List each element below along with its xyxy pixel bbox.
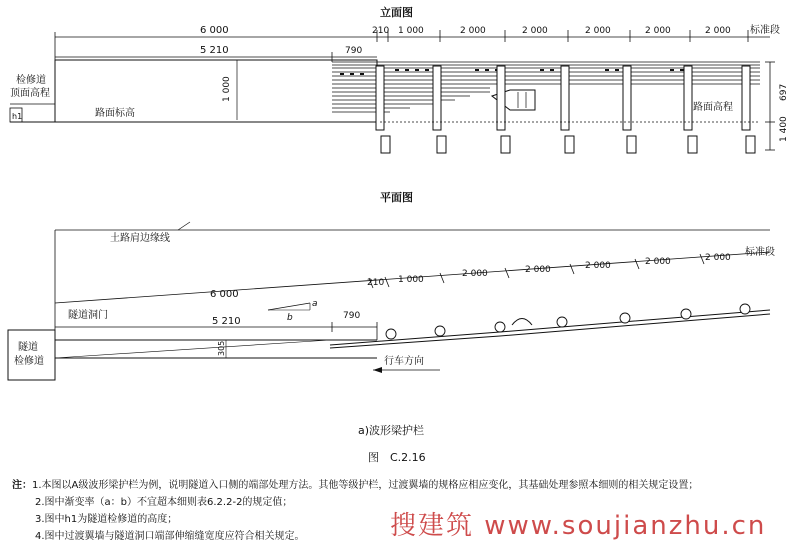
plan-standard-label: 标准段 bbox=[745, 247, 775, 258]
right-dim-1400: 1 400 bbox=[779, 116, 789, 142]
note-item-1: 1.本图以A级波形梁护栏为例，说明隧道入口侧的端部处理方法。其他等级护栏，过渡翼墙的规格应相应变化，其基础处理参照本细则的相关规定设置； bbox=[32, 480, 699, 491]
h1-label: h1 bbox=[12, 112, 23, 121]
dim-5210: 5 210 bbox=[200, 45, 229, 56]
tunnel-portal-label: 隧道洞门 bbox=[68, 310, 108, 321]
shoulder-line-label: 土路肩边缘线 bbox=[110, 233, 170, 244]
plan-view bbox=[8, 190, 775, 380]
elevation-view bbox=[10, 5, 789, 153]
maint-label-2: 检修道 bbox=[14, 356, 44, 367]
plan-dim-6000: 6 000 bbox=[210, 289, 239, 300]
dim-1000: 1 000 bbox=[398, 26, 424, 36]
sub-caption: a)波形梁护栏 bbox=[358, 424, 425, 437]
plan-dim-2000-d: 2 000 bbox=[645, 257, 671, 267]
plan-title: 平面图 bbox=[380, 191, 413, 204]
dim-2000-c: 2 000 bbox=[585, 26, 611, 36]
plan-dim-2000-b: 2 000 bbox=[525, 265, 551, 275]
plan-dim-210: 210 bbox=[367, 278, 385, 288]
dim-305: 305 bbox=[217, 340, 226, 356]
figure-caption: 图 C.2.16 bbox=[368, 451, 426, 464]
note-item-3: 3.图中h1为隧道检修道的高度； bbox=[35, 514, 178, 525]
note-item-4: 4.图中过渡翼墙与隧道洞口端部伸缩缝宽度应符合相关规定。 bbox=[35, 531, 305, 542]
watermark: 搜建筑 www.soujianzhu.cn bbox=[390, 511, 767, 541]
dim-2000-e: 2 000 bbox=[705, 26, 731, 36]
elevation-title: 立面图 bbox=[380, 6, 413, 19]
elevation-standard-label: 标准段 bbox=[750, 25, 780, 36]
notes-block bbox=[12, 478, 698, 494]
plan-dim-2000-e: 2 000 bbox=[705, 253, 731, 263]
dim-790: 790 bbox=[345, 46, 363, 56]
dim-2000-d: 2 000 bbox=[645, 26, 671, 36]
plan-dim-2000-c: 2 000 bbox=[585, 261, 611, 271]
taper-b-label: b bbox=[287, 313, 293, 323]
plan-dim-5210: 5 210 bbox=[212, 316, 241, 327]
direction-label: 行车方向 bbox=[384, 356, 424, 367]
plan-dim-1000: 1 000 bbox=[398, 275, 424, 285]
maint-label-1: 隧道 bbox=[18, 342, 38, 353]
dim-2000-a: 2 000 bbox=[460, 26, 486, 36]
dim-2000-b: 2 000 bbox=[522, 26, 548, 36]
note-item-2: 2.图中渐变率（a：b）不宜超本细则表6.2.2-2的规定值； bbox=[35, 497, 293, 508]
dim-6000: 6 000 bbox=[200, 25, 229, 36]
taper-a-label: a bbox=[312, 299, 318, 309]
road-elevation-label: 路面高程 bbox=[693, 102, 733, 113]
notes-label: 注： bbox=[12, 480, 32, 491]
left-label-1: 检修道 bbox=[16, 75, 46, 86]
plan-dim-2000-a: 2 000 bbox=[462, 269, 488, 279]
road-level-label: 路面标高 bbox=[95, 108, 135, 119]
dim-210: 210 bbox=[372, 26, 390, 36]
left-label-2: 顶面高程 bbox=[10, 88, 50, 99]
right-dim-697: 697 bbox=[779, 83, 789, 101]
height-dim-1000: 1 000 bbox=[222, 76, 232, 102]
plan-dim-790: 790 bbox=[343, 311, 361, 321]
